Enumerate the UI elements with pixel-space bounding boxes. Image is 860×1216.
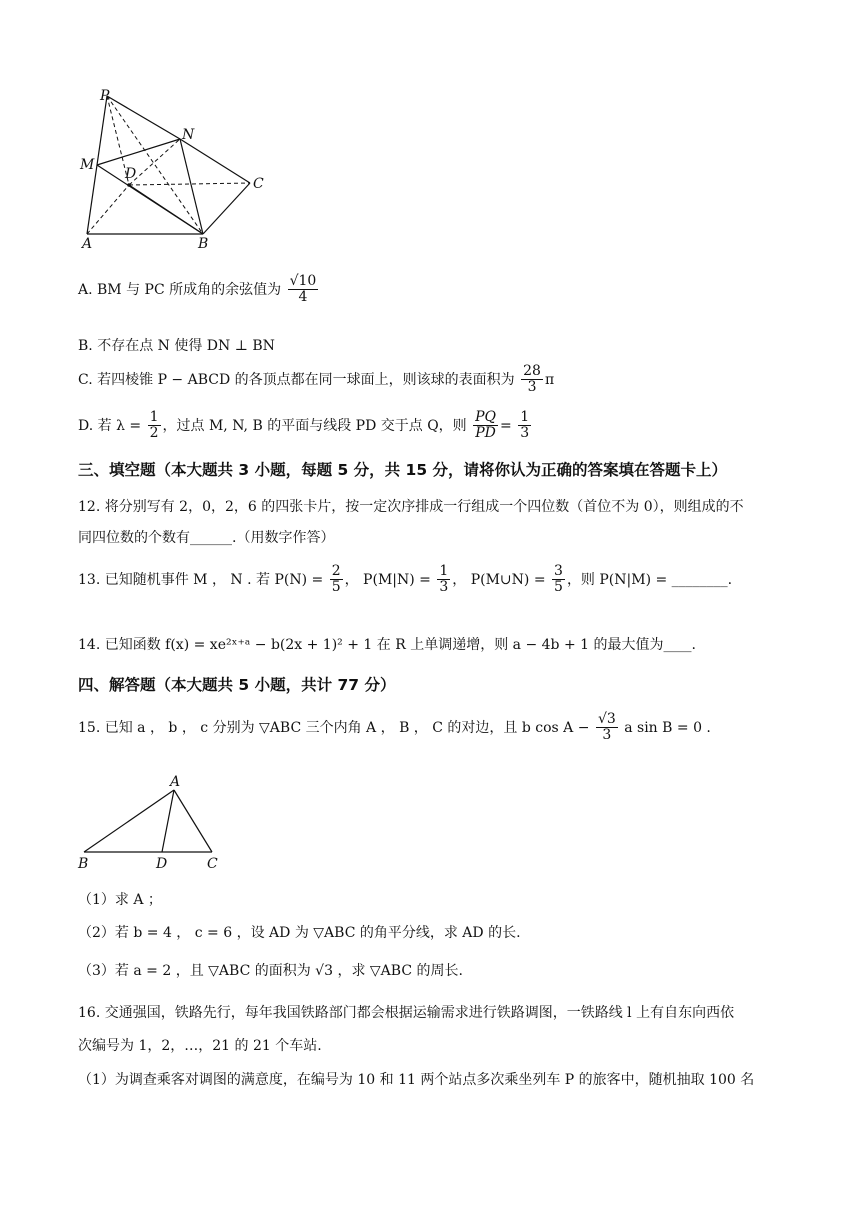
edge-PB <box>107 96 203 234</box>
option-d-fraction2 <box>473 410 498 442</box>
edge-AD <box>162 790 174 852</box>
option-b: B. 不存在点 N 使得 DN ⊥ BN <box>78 338 275 354</box>
edge-BC <box>203 183 250 234</box>
option-d-eq: = <box>500 417 512 434</box>
edge-BA <box>84 790 174 852</box>
option-d-num2: PQ <box>475 409 497 425</box>
label-A: A <box>82 236 93 252</box>
q15-stem <box>78 712 711 744</box>
edge-AC <box>174 790 212 852</box>
option-c-fraction <box>521 364 543 396</box>
point-D <box>127 183 131 187</box>
section3-heading: 三、填空题（本大题共 3 小题，每题 5 分，共 15 分，请将你认为正确的答案填在答题卡上） <box>78 461 728 479</box>
q16-line1: 16. 交通强国，铁路先行，每年我国铁路部门都会根据运输需求进行铁路调图，一铁路线 l 上有自东向西依 <box>78 1005 735 1021</box>
q13-fraction2 <box>437 564 450 596</box>
q13-den1: 5 <box>331 579 341 596</box>
q13 <box>78 564 732 596</box>
option-a-num: √10 <box>289 273 317 289</box>
q12-line2: 同四位数的个数有______.（用数字作答） <box>78 530 335 546</box>
q13-den3: 5 <box>554 579 563 596</box>
label-B: B <box>78 856 89 872</box>
edge-NB <box>180 139 203 234</box>
label-N: N <box>182 127 195 143</box>
q15-part1: （1）求 A ； <box>78 892 162 908</box>
q12-line1: 12. 将分别写有 2，0，2，6 的四张卡片，按一定次序排成一行组成一个四位数（首位不为 0），则组成的不 <box>78 499 744 515</box>
label-C: C <box>207 856 218 872</box>
option-c <box>78 364 554 396</box>
option-d-num3: 1 <box>520 409 530 425</box>
edge-MN <box>97 139 180 165</box>
option-d-text1: D. 若 λ = <box>78 417 142 434</box>
q13-fraction1 <box>330 564 343 596</box>
option-a <box>78 274 320 306</box>
q16-line2: 次编号为 1，2，…，21 的 21 个车站. <box>78 1038 322 1054</box>
q13-fraction3 <box>552 564 565 596</box>
q15-text2: a sin B = 0 . <box>624 719 711 736</box>
option-c-tail: π <box>544 371 555 388</box>
q15-den: 3 <box>602 727 612 744</box>
edge-NC <box>180 139 250 183</box>
q13-num3: 3 <box>554 563 563 579</box>
q15-fraction <box>596 712 618 744</box>
option-a-text: BM 与 PC 所成角的余弦值为 <box>97 281 282 298</box>
label-D: D <box>156 856 168 872</box>
option-d-den3: 3 <box>520 425 530 442</box>
q13-num1: 2 <box>331 563 341 579</box>
edge-DN <box>129 139 180 185</box>
edge-PN <box>107 96 180 139</box>
triangle-figure <box>70 770 230 872</box>
option-d-den2: PD <box>475 425 496 442</box>
label-M: M <box>80 157 95 173</box>
label-A: A <box>170 774 181 790</box>
q15-text1: 15. 已知 a ， b ， c 分别为 ▽ABC 三个内角 A ， B ， C 的对边，且 b cos A − <box>78 719 590 736</box>
option-a-prefix: A. <box>78 281 98 298</box>
q15-num: √3 <box>597 711 616 727</box>
edge-DB <box>129 185 203 234</box>
label-D: D <box>125 166 137 182</box>
option-c-num: 28 <box>523 363 541 379</box>
option-a-den: 4 <box>298 289 308 306</box>
option-d-num1: 1 <box>149 409 159 425</box>
q15-part2: （2）若 b = 4 ， c = 6 ，设 AD 为 ▽ABC 的角平分线，求 AD 的长. <box>78 925 521 941</box>
q13-text1: 13. 已知随机事件 M ， N . 若 P(N) = <box>78 571 324 588</box>
q15-part3: （3）若 a = 2 ，且 ▽ABC 的面积为 √3 ，求 ▽ABC 的周长. <box>78 963 463 979</box>
label-B: B <box>198 236 209 252</box>
q13-text2: ， P(M|N) = <box>344 571 431 588</box>
option-d-fraction1 <box>148 410 161 442</box>
q13-text3: ， P(M∪N) = <box>452 571 546 588</box>
q14: 14. 已知函数 f(x) = xe²ˣ⁺ᵃ − b(2x + 1)² + 1 在 R 上单调递增，则 a − 4b + 1 的最大值为____. <box>78 637 696 653</box>
label-P: P <box>100 88 110 104</box>
section4-heading: 四、解答题（本大题共 5 小题，共计 77 分） <box>78 676 396 694</box>
pyramid-figure <box>70 82 280 252</box>
option-d-fraction3 <box>518 410 531 442</box>
q13-num2: 1 <box>439 563 449 579</box>
q13-den2: 3 <box>439 579 449 596</box>
option-a-fraction <box>288 274 319 306</box>
option-d-text2: ，过点 M, N, B 的平面与线段 PD 交于点 Q，则 <box>162 417 467 434</box>
option-c-den: 3 <box>527 379 537 396</box>
option-d <box>78 410 533 442</box>
label-C: C <box>253 176 264 192</box>
q13-text4: ，则 P(N|M) = ________. <box>566 571 733 588</box>
option-d-den1: 2 <box>149 425 159 442</box>
option-c-text: C. 若四棱锥 P − ABCD 的各顶点都在同一球面上，则该球的表面积为 <box>78 371 515 388</box>
q16-line3: （1）为调查乘客对调图的满意度，在编号为 10 和 11 两个站点多次乘坐列车 P 的旅客中，随机抽取 100 名 <box>78 1072 755 1088</box>
edge-DC <box>129 183 250 185</box>
